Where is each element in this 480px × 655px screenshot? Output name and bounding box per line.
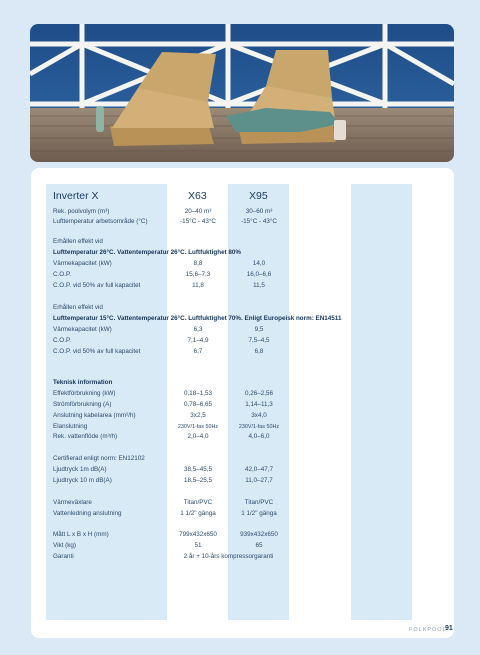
- x63-value: 11,8: [192, 282, 204, 289]
- x95-value: 0,26–2,56: [244, 390, 273, 397]
- x95-value: 7,5–4,5: [248, 337, 270, 344]
- spec-row: [0, 270, 480, 280]
- spec-row: [0, 217, 480, 227]
- spec-label: Erhållen effekt vid: [53, 304, 103, 311]
- brand-name: FOLKPOOL: [409, 627, 447, 633]
- x63-value: 15,6–7,3: [185, 271, 211, 278]
- spec-label: Vattenledning anslutning: [53, 510, 122, 517]
- x63-value: 51: [194, 542, 202, 549]
- x95-value: 42,0–47,7: [244, 466, 273, 473]
- spec-label: Garanti: [53, 553, 74, 560]
- x95-value: 14,0: [252, 260, 266, 267]
- spec-row: [0, 248, 480, 258]
- spec-row: [0, 389, 480, 399]
- x63-value: 18,5–25,5: [183, 477, 212, 484]
- spec-row: [0, 476, 480, 486]
- x63-value: 0,18–1,53: [183, 390, 212, 397]
- x63-value: 799x432x650: [179, 531, 217, 538]
- spec-label: Värmeväxlare: [53, 499, 92, 506]
- spec-row: [0, 281, 480, 291]
- x95-value: 230V/1-fas 50Hz: [238, 424, 280, 430]
- spec-row: [0, 498, 480, 508]
- table-title: Inverter X: [53, 190, 99, 202]
- spec-row: [0, 454, 480, 464]
- shared-value: 2 år + 10-års kompressorgaranti: [183, 553, 274, 560]
- spec-row: [0, 400, 480, 410]
- x95-value: 30–60 m³: [245, 208, 273, 215]
- x63-value: -15°C - 43°C: [180, 218, 216, 225]
- x63-value: 2,0–4,0: [187, 433, 209, 440]
- spec-row: [0, 465, 480, 475]
- x63-value: 1 1/2" gänga: [180, 510, 216, 517]
- x63-value: 6,7: [193, 348, 203, 355]
- spec-label: Värmekapacitet (kW): [53, 260, 112, 267]
- spec-label: Lufttemperatur 15°C. Vattentemperatur 26°C. Luftfuktighet 70%. Enligt Europeisk norm: EN14511: [53, 315, 342, 322]
- spec-row: [0, 530, 480, 540]
- x95-value: 65: [255, 542, 263, 549]
- spec-label: Ljudtryck 10 m dB(A): [53, 477, 112, 484]
- x63-value: 230V/1-fas 50Hz: [177, 424, 219, 430]
- spec-label: Effektförbrukning (kW): [53, 390, 116, 397]
- spec-row: [0, 509, 480, 519]
- x95-value: 1 1/2" gänga: [241, 510, 277, 517]
- spec-row: [0, 259, 480, 269]
- spec-row: [0, 422, 480, 432]
- x63-value: 8,8: [193, 260, 203, 267]
- spec-label: Elanslutning: [53, 423, 88, 430]
- x63-value: 0,78–6,65: [183, 401, 212, 408]
- spec-row: [0, 411, 480, 421]
- spec-label: Teknisk information: [53, 379, 113, 386]
- x63-value: 3x2,5: [190, 412, 206, 419]
- spec-label: Vikt (kg): [53, 542, 76, 549]
- x95-value: 4,0–6,0: [248, 433, 270, 440]
- spec-row: [0, 325, 480, 335]
- spec-row: [0, 303, 480, 313]
- spec-label: Anslutning kabelarea (mm²/h): [53, 412, 136, 419]
- x95-value: Titan/PVC: [244, 499, 274, 506]
- spec-row: [0, 541, 480, 551]
- spec-label: Rek. poolvolym (m³): [53, 208, 110, 215]
- page-number: 91: [445, 625, 453, 632]
- x95-value: 11,0–27,7: [245, 477, 273, 484]
- x95-value: 1,14–11,3: [245, 401, 273, 408]
- spec-label: C.O.P. vid 50% av full kapacitet: [53, 282, 141, 289]
- spec-label: C.O.P.: [53, 271, 72, 278]
- spec-row: [0, 378, 480, 388]
- spec-label: Värmekapacitet (kW): [53, 326, 112, 333]
- x95-value: 3x4,0: [251, 412, 267, 419]
- spec-row: [0, 314, 480, 324]
- spec-row: [0, 432, 480, 442]
- spec-label: C.O.P.: [53, 337, 72, 344]
- spec-label: Certifierad enligt norm: EN12102: [53, 455, 145, 462]
- x95-value: 6,8: [254, 348, 264, 355]
- spec-label: C.O.P. vid 50% av full kapacitet: [53, 348, 141, 355]
- spec-label: Lufttemperatur 26°C. Vattentemperatur 26°C. Luftfuktighet 80%: [53, 249, 242, 256]
- spec-label: Ljudtryck 1m dB(A): [53, 466, 107, 473]
- spec-row: [0, 347, 480, 357]
- spec-row: [0, 207, 480, 217]
- x63-value: 6,3: [193, 326, 203, 333]
- spec-label: Lufttemperatur arbetsområde (°C): [53, 218, 148, 225]
- x63-value: 20–40 m³: [184, 208, 212, 215]
- spec-label: Erhållen effekt vid: [53, 238, 103, 245]
- x95-value: 16,0–6,6: [246, 271, 272, 278]
- spec-row: [0, 336, 480, 346]
- x63-value: Titan/PVC: [183, 499, 213, 506]
- x95-value: -15°C - 43°C: [241, 218, 277, 225]
- column-header-x63: X63: [188, 190, 207, 202]
- spec-row: [0, 552, 480, 562]
- column-header-x95: X95: [249, 190, 268, 202]
- spec-label: Mått L x B x H (mm): [53, 531, 109, 538]
- spec-label: Strömförbrukning (A): [53, 401, 112, 408]
- x63-value: 38,5–45,5: [183, 466, 212, 473]
- x95-value: 9,5: [254, 326, 264, 333]
- spec-label: Rek. vattenflöde (m³/h): [53, 433, 118, 440]
- spec-row: [0, 237, 480, 247]
- x95-value: 11,5: [253, 282, 265, 289]
- x95-value: 939x432x650: [240, 531, 278, 538]
- x63-value: 7,1–4,9: [187, 337, 209, 344]
